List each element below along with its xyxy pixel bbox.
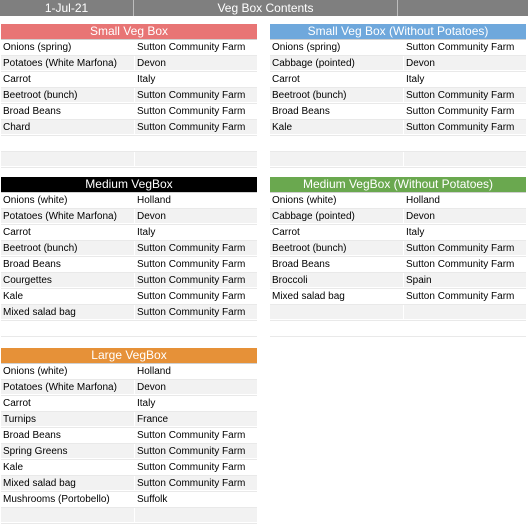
medium-vegbox-table <box>1 177 257 337</box>
table-row <box>1 241 257 257</box>
item-name-cell[interactable]: Kale <box>270 120 404 135</box>
item-origin-cell[interactable]: Sutton Community Farm <box>404 120 526 135</box>
table-row <box>1 364 257 380</box>
item-name-cell[interactable]: Broad Beans <box>270 104 404 119</box>
item-name-cell[interactable] <box>1 321 135 336</box>
item-name-cell[interactable]: Beetroot (bunch) <box>270 88 404 103</box>
item-name-cell[interactable] <box>270 152 404 167</box>
table-row <box>270 305 526 321</box>
item-name-cell[interactable]: Onions (white) <box>1 193 135 208</box>
table-row <box>270 152 526 168</box>
item-origin-cell[interactable]: Sutton Community Farm <box>135 241 257 256</box>
item-origin-cell[interactable]: Sutton Community Farm <box>135 444 257 459</box>
item-origin-cell[interactable]: Sutton Community Farm <box>135 305 257 320</box>
item-name-cell[interactable]: Beetroot (bunch) <box>1 241 135 256</box>
item-name-cell[interactable]: Beetroot (bunch) <box>270 241 404 256</box>
item-name-cell[interactable]: Onions (white) <box>1 364 135 379</box>
item-name-cell[interactable] <box>1 152 135 167</box>
table-row <box>1 136 257 152</box>
item-name-cell[interactable]: Cabbage (pointed) <box>270 56 404 71</box>
table-row <box>270 289 526 305</box>
item-origin-cell[interactable] <box>404 152 526 167</box>
item-origin-cell[interactable]: Devon <box>135 56 257 71</box>
item-name-cell[interactable]: Potatoes (White Marfona) <box>1 209 135 224</box>
item-origin-cell[interactable] <box>135 152 257 167</box>
box-title[interactable]: Large VegBox <box>1 348 257 364</box>
item-name-cell[interactable]: Spring Greens <box>1 444 135 459</box>
table-row <box>1 428 257 444</box>
table-row <box>270 104 526 120</box>
item-origin-cell[interactable] <box>135 136 257 151</box>
item-name-cell[interactable]: Carrot <box>1 225 135 240</box>
table-row <box>1 476 257 492</box>
item-origin-cell[interactable]: Holland <box>135 364 257 379</box>
item-name-cell[interactable]: Broad Beans <box>1 428 135 443</box>
item-origin-cell[interactable]: Devon <box>404 209 526 224</box>
table-row <box>270 56 526 72</box>
table-row <box>1 120 257 136</box>
item-name-cell[interactable]: Mixed salad bag <box>1 305 135 320</box>
item-origin-cell[interactable]: Sutton Community Farm <box>404 88 526 103</box>
item-origin-cell[interactable]: Sutton Community Farm <box>404 40 526 55</box>
item-origin-cell[interactable]: Sutton Community Farm <box>135 257 257 272</box>
item-origin-cell[interactable]: Sutton Community Farm <box>404 289 526 304</box>
item-origin-cell[interactable] <box>135 321 257 336</box>
table-row <box>270 40 526 56</box>
item-origin-cell[interactable]: Sutton Community Farm <box>404 257 526 272</box>
table-row <box>1 225 257 241</box>
table-row <box>1 444 257 460</box>
item-origin-cell[interactable]: Sutton Community Farm <box>135 289 257 304</box>
item-name-cell[interactable]: Chard <box>1 120 135 135</box>
item-name-cell[interactable] <box>270 321 404 336</box>
item-name-cell[interactable]: Potatoes (White Marfona) <box>1 56 135 71</box>
table-row <box>270 136 526 152</box>
date-cell[interactable]: 1-Jul-21 <box>0 0 134 16</box>
small-veg-box-without-potatoes-table <box>270 24 526 168</box>
table-row <box>270 88 526 104</box>
item-origin-cell[interactable] <box>404 136 526 151</box>
item-origin-cell[interactable]: Italy <box>135 396 257 411</box>
item-origin-cell[interactable]: Holland <box>135 193 257 208</box>
item-name-cell[interactable] <box>270 136 404 151</box>
table-row <box>1 257 257 273</box>
item-origin-cell[interactable]: Devon <box>404 56 526 71</box>
item-name-cell[interactable] <box>1 508 135 523</box>
item-origin-cell[interactable]: Suffolk <box>135 492 257 507</box>
table-row <box>1 380 257 396</box>
item-name-cell[interactable]: Carrot <box>270 72 404 87</box>
item-name-cell[interactable] <box>270 305 404 320</box>
item-name-cell[interactable]: Turnips <box>1 412 135 427</box>
table-row <box>1 56 257 72</box>
item-origin-cell[interactable]: Sutton Community Farm <box>404 104 526 119</box>
item-name-cell[interactable]: Potatoes (White Marfona) <box>1 380 135 395</box>
medium-vegbox-without-potatoes-table <box>270 177 526 337</box>
item-name-cell[interactable]: Broad Beans <box>1 257 135 272</box>
item-origin-cell[interactable]: Italy <box>135 72 257 87</box>
table-row <box>270 72 526 88</box>
item-name-cell[interactable]: Onions (white) <box>270 193 404 208</box>
item-name-cell[interactable] <box>1 136 135 151</box>
table-row <box>270 209 526 225</box>
table-row <box>1 273 257 289</box>
table-row <box>1 193 257 209</box>
box-title[interactable]: Medium VegBox (Without Potatoes) <box>270 177 526 193</box>
item-name-cell[interactable]: Courgettes <box>1 273 135 288</box>
table-row <box>1 289 257 305</box>
item-origin-cell[interactable]: Sutton Community Farm <box>135 273 257 288</box>
table-row <box>1 209 257 225</box>
table-row <box>1 412 257 428</box>
large-vegbox-table <box>1 348 257 524</box>
table-row <box>270 120 526 136</box>
table-row <box>270 241 526 257</box>
table-row <box>1 40 257 56</box>
table-row <box>1 321 257 337</box>
item-origin-cell[interactable]: Italy <box>404 225 526 240</box>
item-origin-cell[interactable]: Sutton Community Farm <box>135 40 257 55</box>
item-origin-cell[interactable]: Italy <box>404 72 526 87</box>
item-origin-cell[interactable]: Sutton Community Farm <box>135 428 257 443</box>
item-name-cell[interactable]: Broad Beans <box>270 257 404 272</box>
table-row <box>1 88 257 104</box>
item-origin-cell[interactable]: Devon <box>135 380 257 395</box>
item-name-cell[interactable]: Kale <box>1 460 135 475</box>
page-title[interactable]: Veg Box Contents <box>134 0 398 16</box>
item-origin-cell[interactable]: Sutton Community Farm <box>135 476 257 491</box>
item-origin-cell[interactable]: Italy <box>135 225 257 240</box>
box-title[interactable]: Medium VegBox <box>1 177 257 193</box>
item-origin-cell[interactable]: France <box>135 412 257 427</box>
table-row <box>1 152 257 168</box>
table-row <box>1 305 257 321</box>
table-row <box>270 273 526 289</box>
header-empty-cell[interactable] <box>398 0 528 16</box>
item-origin-cell[interactable]: Sutton Community Farm <box>135 460 257 475</box>
item-name-cell[interactable]: Broad Beans <box>1 104 135 119</box>
table-row <box>1 104 257 120</box>
item-origin-cell[interactable]: Sutton Community Farm <box>135 88 257 103</box>
item-name-cell[interactable]: Broccoli <box>270 273 404 288</box>
table-row <box>1 492 257 508</box>
item-name-cell[interactable]: Mixed salad bag <box>1 476 135 491</box>
item-name-cell[interactable]: Kale <box>1 289 135 304</box>
item-origin-cell[interactable]: Sutton Community Farm <box>135 104 257 119</box>
item-origin-cell[interactable]: Devon <box>135 209 257 224</box>
table-row <box>270 321 526 337</box>
item-name-cell[interactable]: Carrot <box>1 396 135 411</box>
table-row <box>1 460 257 476</box>
table-row <box>1 396 257 412</box>
item-name-cell[interactable]: Carrot <box>270 225 404 240</box>
item-name-cell[interactable]: Onions (spring) <box>270 40 404 55</box>
table-row <box>270 193 526 209</box>
table-row <box>1 72 257 88</box>
item-name-cell[interactable]: Carrot <box>1 72 135 87</box>
item-origin-cell[interactable] <box>404 305 526 320</box>
item-origin-cell[interactable]: Sutton Community Farm <box>135 120 257 135</box>
table-row <box>270 257 526 273</box>
item-name-cell[interactable]: Onions (spring) <box>1 40 135 55</box>
item-name-cell[interactable]: Beetroot (bunch) <box>1 88 135 103</box>
item-name-cell[interactable]: Mushrooms (Portobello) <box>1 492 135 507</box>
item-origin-cell[interactable] <box>135 508 257 523</box>
item-origin-cell[interactable]: Holland <box>404 193 526 208</box>
item-origin-cell[interactable]: Sutton Community Farm <box>404 241 526 256</box>
item-origin-cell[interactable] <box>404 321 526 336</box>
item-name-cell[interactable]: Cabbage (pointed) <box>270 209 404 224</box>
box-title[interactable]: Small Veg Box <box>1 24 257 40</box>
item-name-cell[interactable]: Mixed salad bag <box>270 289 404 304</box>
small-veg-box-table <box>1 24 257 168</box>
header-bar <box>0 0 528 16</box>
item-origin-cell[interactable]: Spain <box>404 273 526 288</box>
table-row <box>270 225 526 241</box>
box-title[interactable]: Small Veg Box (Without Potatoes) <box>270 24 526 40</box>
